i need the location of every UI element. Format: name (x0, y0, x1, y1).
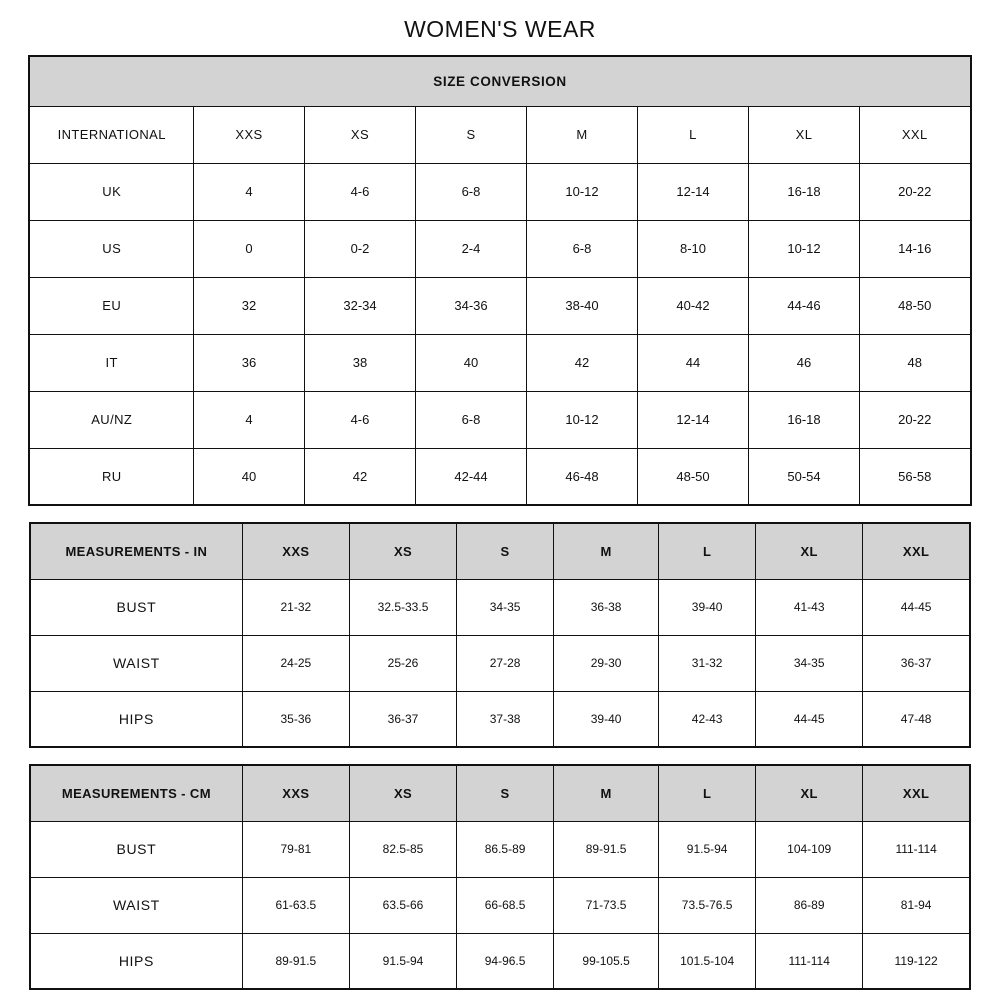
cell: 24-25 (242, 635, 349, 691)
cell: 44-45 (863, 579, 970, 635)
cell: 2-4 (415, 220, 526, 277)
measurements-in-header-row (30, 523, 970, 579)
cell: 10-12 (526, 163, 637, 220)
measurements-inches-table (29, 522, 971, 748)
cell: 6-8 (415, 163, 526, 220)
cell: 50-54 (748, 448, 859, 505)
cell: 94-96.5 (457, 933, 554, 989)
cell: 35-36 (242, 691, 349, 747)
cell: 40 (415, 334, 526, 391)
cell: 40-42 (637, 277, 748, 334)
cell: 42-43 (659, 691, 756, 747)
cell: 37-38 (457, 691, 554, 747)
measurements-cm-header-l: L (659, 765, 756, 821)
conversion-header-xxl: XXL (859, 106, 970, 163)
cell: 36 (193, 334, 304, 391)
measurements-in-header-xl: XL (756, 523, 863, 579)
measurements-cm-header-m: M (554, 765, 659, 821)
cell: 91.5-94 (659, 821, 756, 877)
cell: 6-8 (415, 391, 526, 448)
cell: 48 (859, 334, 970, 391)
cell: 101.5-104 (659, 933, 756, 989)
row-label: WAIST (30, 635, 242, 691)
cell: 79-81 (242, 821, 349, 877)
table-row (30, 877, 970, 933)
cell: 48-50 (859, 277, 970, 334)
row-label: WAIST (30, 877, 242, 933)
cell: 36-38 (554, 579, 659, 635)
cell: 56-58 (859, 448, 970, 505)
cell: 32-34 (304, 277, 415, 334)
cell: 82.5-85 (349, 821, 456, 877)
cell: 42 (526, 334, 637, 391)
table-row (30, 691, 970, 747)
cell: 46 (748, 334, 859, 391)
cell: 10-12 (526, 391, 637, 448)
row-label: UK (29, 163, 193, 220)
cell: 16-18 (748, 163, 859, 220)
row-label: AU/NZ (29, 391, 193, 448)
cell: 34-35 (457, 579, 554, 635)
cell: 21-32 (242, 579, 349, 635)
conversion-banner-row (29, 56, 970, 106)
cell: 42-44 (415, 448, 526, 505)
row-label: RU (29, 448, 193, 505)
cell: 41-43 (756, 579, 863, 635)
cell: 38-40 (526, 277, 637, 334)
cell: 8-10 (637, 220, 748, 277)
cell: 111-114 (863, 821, 970, 877)
cell: 25-26 (349, 635, 456, 691)
cell: 16-18 (748, 391, 859, 448)
cell: 86-89 (756, 877, 863, 933)
cell: 86.5-89 (457, 821, 554, 877)
measurements-in-header-l: L (659, 523, 756, 579)
measurements-in-title: MEASUREMENTS - IN (30, 523, 242, 579)
cell: 73.5-76.5 (659, 877, 756, 933)
table-row (30, 821, 970, 877)
cell: 99-105.5 (554, 933, 659, 989)
cell: 29-30 (554, 635, 659, 691)
conversion-header-s: S (415, 106, 526, 163)
measurements-in-header-xs: XS (349, 523, 456, 579)
table-row (30, 933, 970, 989)
measurements-in-header-m: M (554, 523, 659, 579)
cell: 4-6 (304, 391, 415, 448)
cell: 4 (193, 391, 304, 448)
table-row (30, 579, 970, 635)
measurements-cm-header-xs: XS (349, 765, 456, 821)
cell: 71-73.5 (554, 877, 659, 933)
conversion-header-international: INTERNATIONAL (29, 106, 193, 163)
row-label: BUST (30, 579, 242, 635)
measurements-cm-header-xl: XL (756, 765, 863, 821)
table-row (29, 220, 970, 277)
cell: 0-2 (304, 220, 415, 277)
cell: 6-8 (526, 220, 637, 277)
cell: 47-48 (863, 691, 970, 747)
cell: 0 (193, 220, 304, 277)
measurements-in-header-xxs: XXS (242, 523, 349, 579)
row-label: HIPS (30, 691, 242, 747)
cell: 4 (193, 163, 304, 220)
conversion-header-l: L (637, 106, 748, 163)
cell: 39-40 (554, 691, 659, 747)
cell: 34-35 (756, 635, 863, 691)
size-conversion-table (28, 55, 971, 506)
row-label: BUST (30, 821, 242, 877)
measurements-cm-header-xxl: XXL (863, 765, 970, 821)
cell: 44 (637, 334, 748, 391)
table-row (29, 277, 970, 334)
cell: 42 (304, 448, 415, 505)
measurements-cm-header-s: S (457, 765, 554, 821)
cell: 89-91.5 (554, 821, 659, 877)
conversion-banner: SIZE CONVERSION (29, 56, 970, 106)
table-row (29, 334, 970, 391)
cell: 63.5-66 (349, 877, 456, 933)
table-row (30, 635, 970, 691)
table-row (29, 448, 970, 505)
measurements-cm-header-row (30, 765, 970, 821)
cell: 34-36 (415, 277, 526, 334)
cell: 48-50 (637, 448, 748, 505)
cell: 32.5-33.5 (349, 579, 456, 635)
page-title: WOMEN'S WEAR (404, 16, 596, 42)
cell: 81-94 (863, 877, 970, 933)
cell: 38 (304, 334, 415, 391)
conversion-header-m: M (526, 106, 637, 163)
cell: 119-122 (863, 933, 970, 989)
cell: 104-109 (756, 821, 863, 877)
conversion-header-xs: XS (304, 106, 415, 163)
conversion-header-xl: XL (748, 106, 859, 163)
cell: 40 (193, 448, 304, 505)
cell: 20-22 (859, 391, 970, 448)
conversion-header-xxs: XXS (193, 106, 304, 163)
cell: 91.5-94 (349, 933, 456, 989)
cell: 27-28 (457, 635, 554, 691)
cell: 111-114 (756, 933, 863, 989)
table-row (29, 163, 970, 220)
cell: 39-40 (659, 579, 756, 635)
cell: 10-12 (748, 220, 859, 277)
cell: 36-37 (349, 691, 456, 747)
measurements-in-header-xxl: XXL (863, 523, 970, 579)
row-label: IT (29, 334, 193, 391)
cell: 14-16 (859, 220, 970, 277)
row-label: EU (29, 277, 193, 334)
table-row (29, 391, 970, 448)
cell: 61-63.5 (242, 877, 349, 933)
row-label: US (29, 220, 193, 277)
cell: 12-14 (637, 163, 748, 220)
conversion-header-row (29, 106, 970, 163)
measurements-cm-header-xxs: XXS (242, 765, 349, 821)
measurements-in-header-s: S (457, 523, 554, 579)
cell: 36-37 (863, 635, 970, 691)
cell: 32 (193, 277, 304, 334)
cell: 31-32 (659, 635, 756, 691)
measurements-cm-table (29, 764, 971, 990)
cell: 66-68.5 (457, 877, 554, 933)
cell: 46-48 (526, 448, 637, 505)
cell: 89-91.5 (242, 933, 349, 989)
measurements-cm-title: MEASUREMENTS - CM (30, 765, 242, 821)
cell: 4-6 (304, 163, 415, 220)
cell: 44-45 (756, 691, 863, 747)
cell: 12-14 (637, 391, 748, 448)
cell: 44-46 (748, 277, 859, 334)
cell: 20-22 (859, 163, 970, 220)
row-label: HIPS (30, 933, 242, 989)
